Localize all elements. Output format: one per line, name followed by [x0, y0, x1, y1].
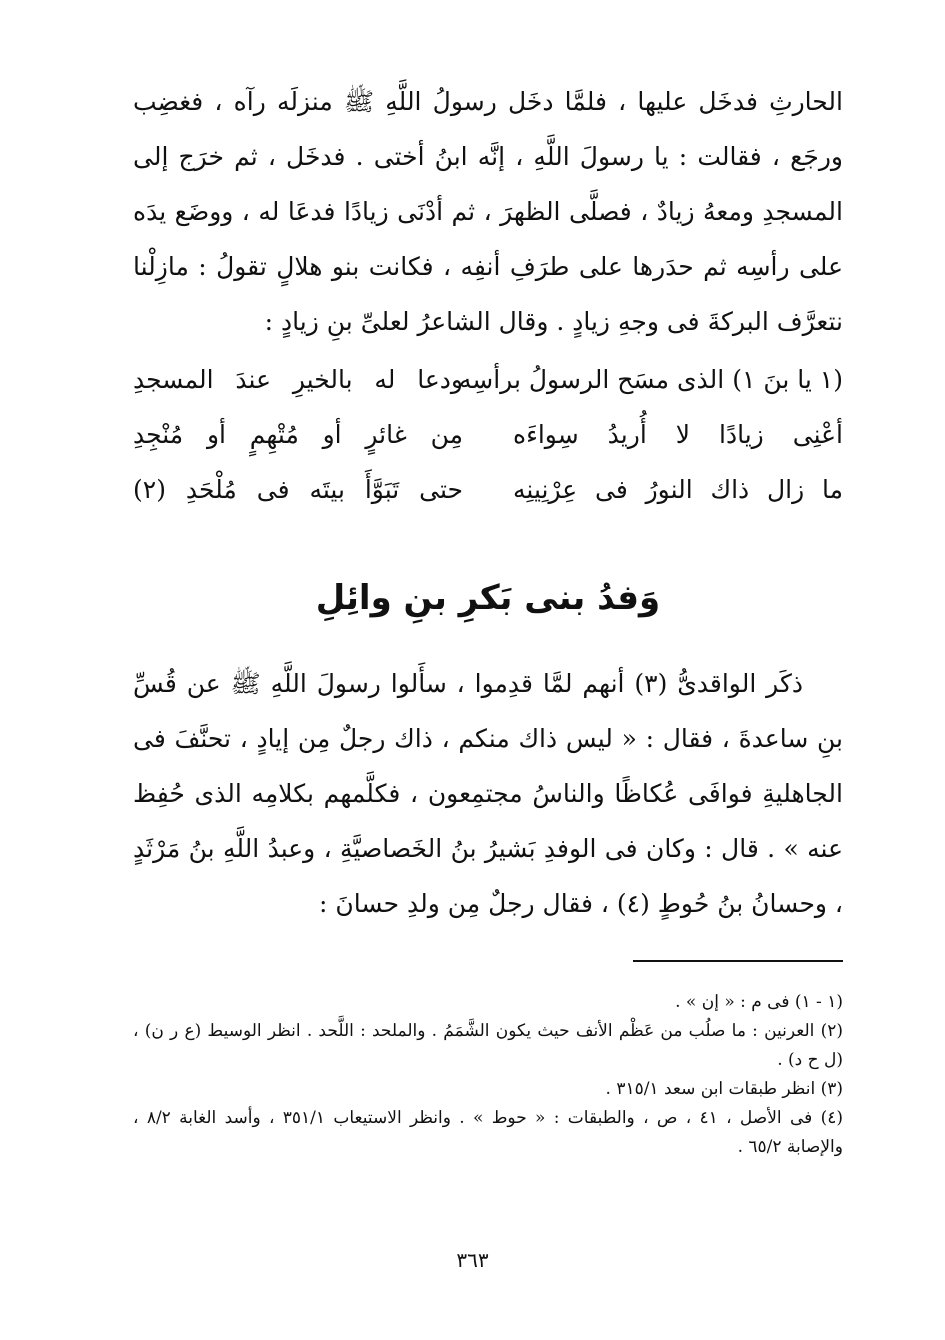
verse-first-hemistich: ما زال ذاك النورُ فى عِرْنِينِه	[513, 475, 843, 504]
verse-first-hemistich: أعْنِى زيادًا لا أُريدُ سِواءَه	[513, 420, 843, 449]
paragraph-text: ذكَر الواقدىُّ (٣) أنهم لمَّا قدِموا ، سأَلوا رسولَ اللَّهِ ﷺ عن قُسِّ بنِ ساعدةَ ، فقال : « ليس ذاك منكم ، ذاك رجلٌ مِن إيادٍ ، تحنَّفَ فى الجاهليةِ فوافَى عُكاظًا والناسُ مجتمِعون ، فكلَّمهم بكلامِه الذى حُفِظ عنه » . قال : وكان فى الوفدِ بَشيرُ بنُ الخَصاصيَّةِ ، وعبدُ اللَّهِ بنُ مَرْثَدٍ ، وحسانُ بنُ حُوطٍ (٤) ، فقال رجلٌ مِن ولدِ حسانَ :	[133, 669, 843, 918]
footnote-4: (٤) فى الأصل ، ٤١ ، ص ، والطبقات : « حوط » . وانظر الاستيعاب ٣٥١/١ ، وأسد الغابة ٨/٢ ، والإصابة ٦٥/٢ .	[133, 1108, 843, 1157]
page-number: ٣٦٣	[456, 1248, 489, 1272]
verse-second-hemistich: مِن غائرٍ أو مُتْهِمٍ أو مُنْجِدِ	[133, 420, 463, 449]
verse-line	[133, 352, 843, 407]
footnote-1: (١ - ١) فى م : « إن » .	[675, 992, 843, 1012]
paragraph-text: الحارثِ فدخَل عليها ، فلمَّا دخَل رسولُ اللَّهِ ﷺ منزلَه رآه ، فغضِب ورجَع ، فقالت : يا رسولَ اللَّهِ ، إنَّه ابنُ أختى . فدخَل ، ثم خرَج إلى المسجدِ ومعهُ زيادٌ ، فصلَّى الظهرَ ، ثم أدْنَى زيادًا فدعَا له ، ووضَع يدَه على رأسِه ثم حدَرها على طرَفِ أنفِه ، فكانت بنو هلالٍ تقولُ : مازِلْنا نتعرَّف البركةَ فى وجهِ زيادٍ . وقال الشاعرُ لعلىِّ بنِ زيادٍ :	[133, 87, 843, 336]
body-paragraph-1	[133, 74, 843, 349]
footnote-2: (٢) العرنين : ما صلُب من عَظْم الأنف حيث يكون الشَّمَمُ . والملحد : اللَّحد . انظر الوسيط (ع ر ن) ، (ل ح د) .	[133, 1021, 843, 1070]
verse-line	[133, 462, 843, 517]
body-paragraph-2	[133, 656, 843, 931]
verse-second-hemistich: حتى تَبَوَّأَ بيتَه فى مُلْحَدِ (٢)	[133, 475, 463, 504]
verse-line	[133, 407, 843, 462]
footnote-divider	[633, 960, 843, 962]
verse-second-hemistich: ودعا له بالخيرِ عندَ المسجدِ	[133, 365, 463, 394]
footnotes	[133, 988, 843, 1162]
poem-verses	[133, 352, 843, 517]
verse-first-hemistich: (١ يا بنَ ١) الذى مسَح الرسولُ برأسِه	[458, 365, 843, 394]
footnote-3: (٣) انظر طبقات ابن سعد ٣١٥/١ .	[605, 1079, 843, 1099]
section-heading: وَفدُ بنى بَكرِ بنِ وائِلِ	[315, 578, 661, 618]
